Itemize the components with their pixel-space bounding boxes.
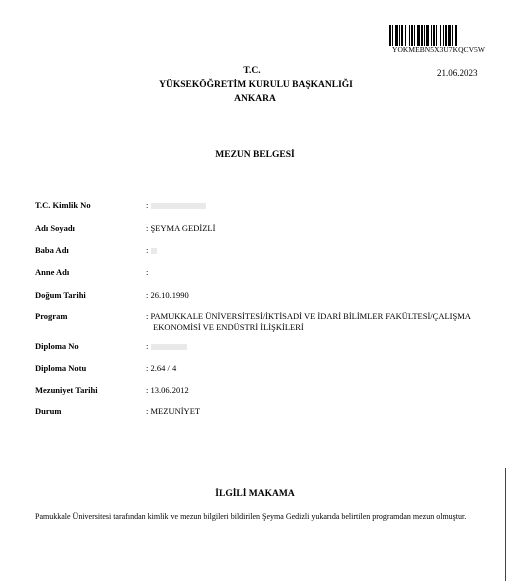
document-date: 21.06.2023: [437, 68, 478, 78]
redacted-block: [151, 344, 187, 350]
header-city: ANKARA: [234, 94, 276, 104]
page-edge-line: [505, 468, 506, 581]
field-value: :: [146, 245, 496, 256]
field-value: :: [146, 341, 496, 352]
field-label: T.C. Kimlik No: [35, 200, 91, 210]
field-value: : 2.64 / 4: [146, 363, 177, 373]
field-value: : 13.06.2012: [146, 385, 189, 395]
field-label: Durum: [35, 406, 62, 416]
field-label: Doğum Tarihi: [35, 290, 86, 300]
field-value: :: [146, 267, 149, 277]
field-label: Diploma Notu: [35, 363, 87, 373]
barcode-icon: [389, 25, 481, 46]
field-label: Adı Soyadı: [35, 223, 75, 233]
redacted-block: [151, 248, 157, 254]
field-value: :: [146, 200, 496, 211]
field-value: : MEZUNİYET: [146, 406, 201, 416]
field-value: : ŞEYMA GEDİZLİ: [146, 223, 216, 233]
field-label: Diploma No: [35, 341, 79, 351]
field-value: : 26.10.1990: [146, 290, 189, 300]
field-label: Mezuniyet Tarihi: [35, 385, 98, 395]
redacted-block: [151, 203, 206, 209]
authority-title: İLGİLİ MAKAMA: [215, 489, 295, 499]
header-institution: YÜKSEKÖĞRETİM KURULU BAŞKANLIĞI: [159, 80, 353, 90]
header-tc: T.C.: [243, 66, 261, 76]
field-label: Anne Adı: [35, 267, 70, 277]
field-label: Baba Adı: [35, 245, 69, 255]
statement-paragraph: Pamukkale Üniversitesi tarafından kimlik ve mezun bilgileri bildirilen Şeyma Gedizli yukarıda belirtilen programdan mezun olmuştur.: [35, 512, 467, 521]
field-value: : PAMUKKALE ÜNİVERSİTESİ/İKTİSADİ VE İDARİ BİLİMLER FAKÜLTESİ/ÇALIŞMA EKONOMİSİ VE ENDÜSTRİ İLİŞKİLERİ: [146, 311, 471, 332]
document-title: MEZUN BELGESİ: [215, 150, 295, 160]
field-label: Program: [35, 311, 68, 321]
barcode-code: YOKMEBN5X3U7KQCV5W: [392, 45, 485, 54]
